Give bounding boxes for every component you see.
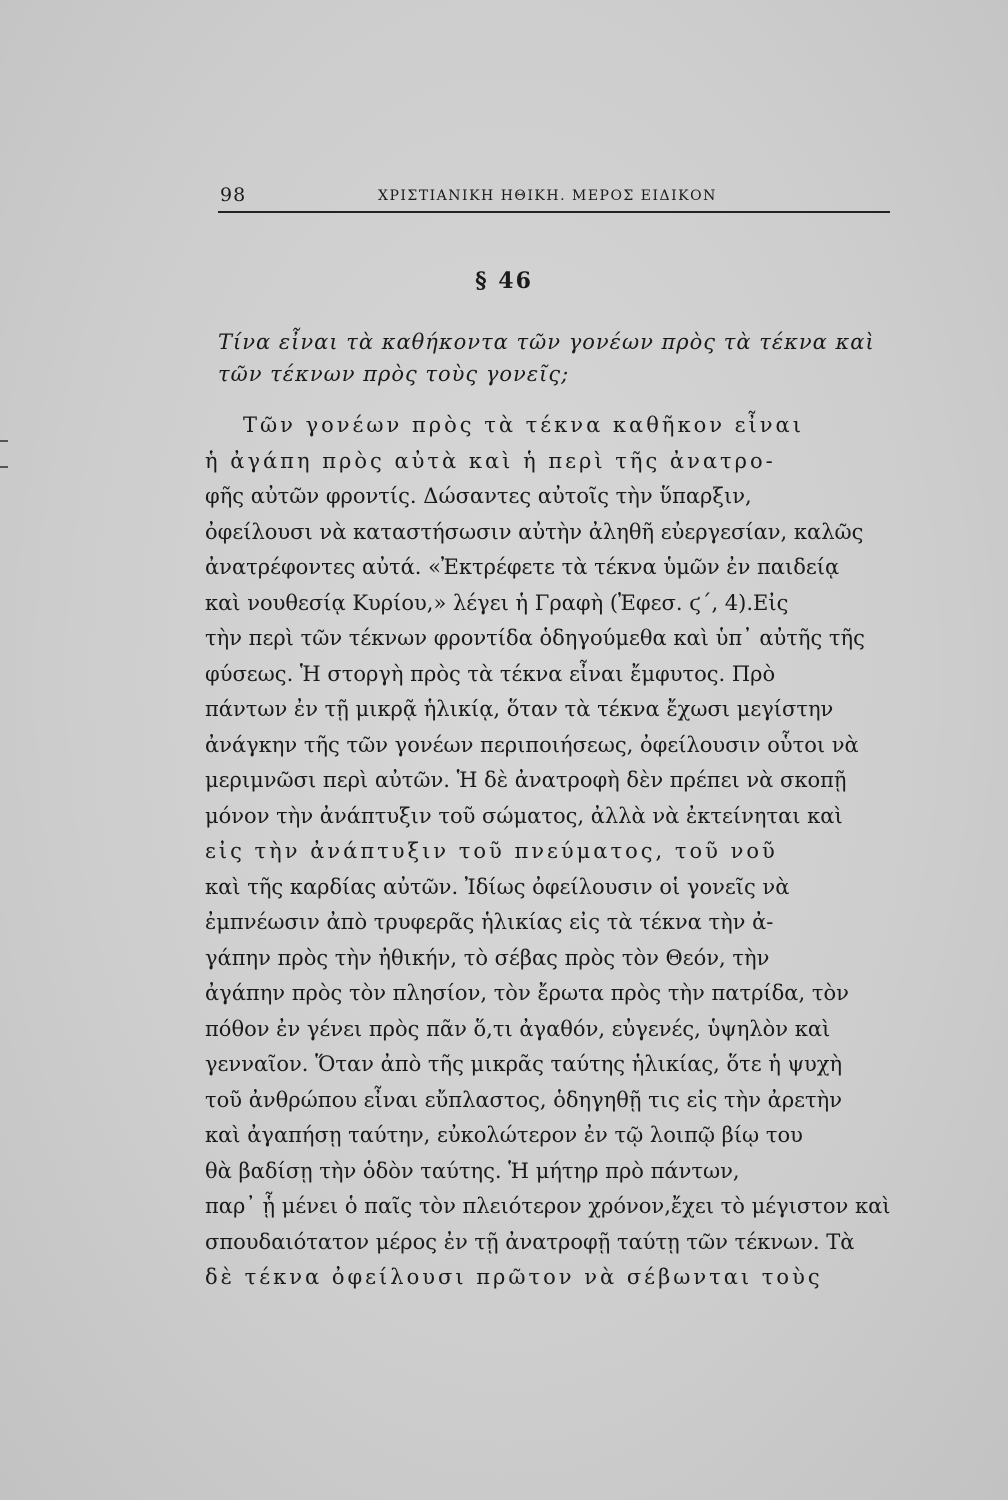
body-line: τοῦ ἀνθρώπου εἶναι εὔπλαστος, ὁδηγηθῇ τις εἰς τὴν ἀρετὴν [205, 1087, 843, 1112]
page-edge-mark [0, 440, 8, 468]
body-line: γενναῖον. Ὅταν ἀπὸ τῆς μικρᾶς ταύτης ἡλικίας, ὅτε ἡ ψυχὴ [205, 1052, 843, 1076]
page-number: 98 [220, 184, 247, 206]
body-line: φύσεως. Ἡ στοργὴ πρὸς τὰ τέκνα εἶναι ἔμφυτος. Πρὸ [205, 661, 776, 686]
body-line: ἀνατρέφοντες αὐτά. «Ἐκτρέφετε τὰ τέκνα ὑμῶν ἐν παιδείᾳ [205, 555, 840, 579]
running-title: ΧΡΙΣΤΙΑΝΙΚΗ ΗΘΙΚΗ. ΜΕΡΟΣ ΕΙΔΙΚΟΝ [378, 188, 717, 204]
body-line: ἀνάγκην τῆς τῶν γονέων περιποιήσεως, ὀφείλουσιν οὗτοι νὰ [205, 732, 859, 757]
body-line: σπουδαιότατον μέρος ἐν τῇ ἀνατροφῇ ταύτῃ τῶν τέκνων. Τὰ [205, 1229, 855, 1254]
body-line: καὶ ἀγαπήσῃ ταύτην, εὐκολώτερον ἐν τῷ λοιπῷ βίῳ του [205, 1123, 803, 1147]
body-line: πάντων ἐν τῇ μικρᾷ ἡλικίᾳ, ὅταν τὰ τέκνα ἔχωσι μεγίστην [205, 697, 834, 721]
body-line: ἐμπνέωσιν ἀπὸ τρυφερᾶς ἡλικίας εἰς τὰ τέκνα τὴν ἀ- [205, 910, 774, 934]
body-line: ὀφείλουσι νὰ καταστήσωσιν αὐτὴν ἀληθῆ εὐεργεσίαν, καλῶς [205, 519, 864, 544]
body-line: τὴν περὶ τῶν τέκνων φροντίδα ὁδηγούμεθα καὶ ὑπ᾽ αὐτῆς τῆς [205, 626, 865, 650]
body-line: ἀγάπην πρὸς τὸν πλησίον, τὸν ἔρωτα πρὸς τὴν πατρίδα, τὸν [205, 981, 849, 1005]
body-line: θὰ βαδίσῃ τὴν ὁδὸν ταύτης. Ἡ μήτηρ πρὸ πάντων, [205, 1158, 740, 1183]
body-paragraph [205, 408, 905, 1296]
body-line: καὶ νουθεσίᾳ Κυρίου,» λέγει ἡ Γραφὴ (Ἐφεσ. ϛ΄, 4).Εἰς [205, 590, 789, 615]
section-question: Τίνα εἶναι τὰ καθήκοντα τῶν γονέων πρὸς τὰ τέκνα καὶ τῶν τέκνων πρὸς τοὺς γονεῖς; [218, 330, 875, 386]
body-line: μεριμνῶσι περὶ αὐτῶν. Ἡ δὲ ἀνατροφὴ δὲν πρέπει νὰ σκοπῇ [205, 768, 847, 792]
section-number: § 46 [475, 268, 533, 294]
body-line: φῆς αὐτῶν φροντίς. Δώσαντες αὐτοῖς τὴν ὕπαρξιν, [205, 484, 752, 508]
body-line: πόθον ἐν γένει πρὸς πᾶν ὅ,τι ἀγαθόν, εὐγενές, ὑψηλὸν καὶ [205, 1016, 831, 1041]
body-line: καὶ τῆς καρδίας αὐτῶν. Ἰδίως ὀφείλουσιν οἱ γονεῖς νὰ [205, 874, 790, 899]
body-line: ἡ ἀγάπη πρὸς αὐτὰ καὶ ἡ περὶ τῆς ἀνατρο- [205, 448, 776, 473]
body-line: γάπην πρὸς τὴν ἠθικήν, τὸ σέβας πρὸς τὸν Θεόν, τὴν [205, 945, 770, 970]
body-line: Τῶν γονέων πρὸς τὰ τέκνα καθῆκον εἶναι [243, 413, 804, 437]
running-header [218, 180, 890, 212]
body-line: παρ᾽ ᾗ μένει ὁ παῖς τὸν πλειότερον χρόνον,ἔχει τὸ μέγιστον καὶ [205, 1194, 891, 1218]
body-line: εἰς τὴν ἀνάπτυξιν τοῦ πνεύματος, τοῦ νοῦ [205, 839, 778, 863]
body-line: δὲ τέκνα ὀφείλουσι πρῶτον νὰ σέβωνται τοὺς [205, 1265, 823, 1289]
body-line: μόνον τὴν ἀνάπτυξιν τοῦ σώματος, ἀλλὰ νὰ ἐκτείνηται καὶ [205, 803, 843, 828]
header-rule [218, 211, 890, 213]
